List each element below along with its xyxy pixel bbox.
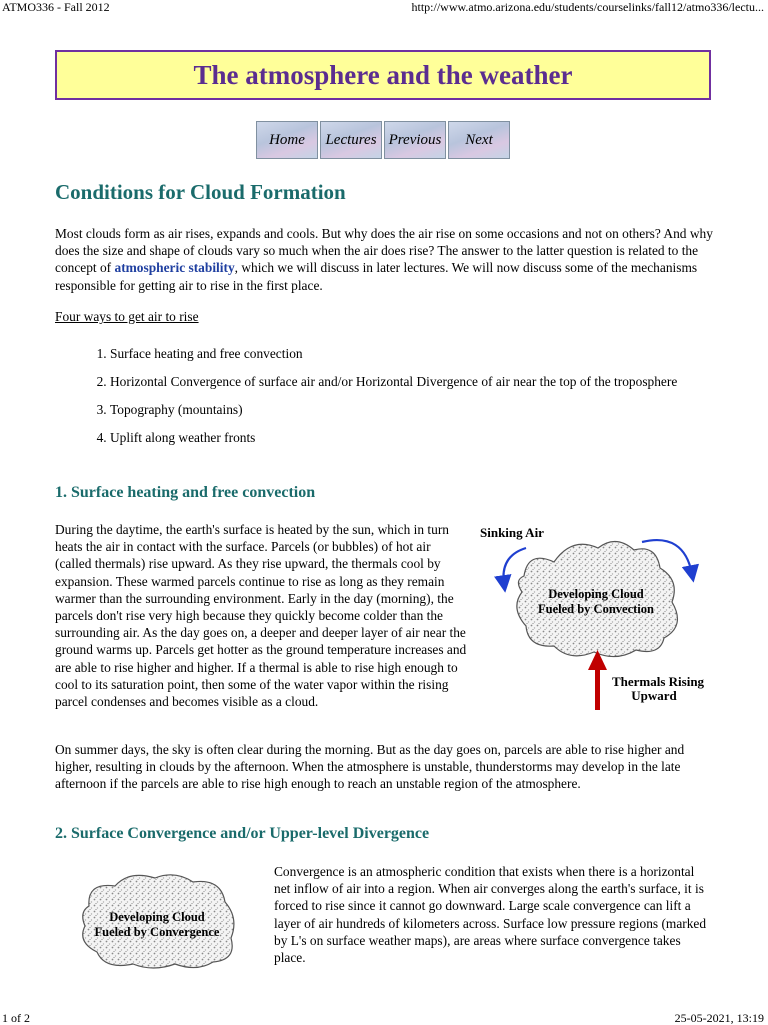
list-item: 2. Horizontal Convergence of surface air and/or Horizontal Divergence of air near the top of the troposphere: [110, 373, 720, 390]
thermals-label-line2: Upward: [631, 688, 677, 703]
cloud-label-line1: Developing Cloud: [548, 587, 644, 601]
cloud-label-line2: Fueled by Convergence: [94, 925, 220, 939]
previous-button[interactable]: Previous: [384, 121, 446, 159]
nav-bar: [256, 121, 510, 159]
next-button[interactable]: Next: [448, 121, 510, 159]
cloud-label-line1: Developing Cloud: [109, 910, 205, 924]
list-item: 4. Uplift along weather fronts: [110, 429, 720, 446]
intro-paragraph: [55, 225, 715, 294]
list-item: 1. Surface heating and free convection: [110, 345, 720, 362]
print-header-url: http://www.atmo.arizona.edu/students/courselinks/fall12/atmo336/lectu...: [411, 0, 764, 14]
ways-subheading: Four ways to get air to rise: [55, 309, 199, 324]
sinking-air-label: Sinking Air: [480, 525, 544, 540]
cloud-label-line2: Fueled by Convection: [538, 602, 654, 616]
section2-heading: 2. Surface Convergence and/or Upper-level Divergence: [55, 825, 430, 842]
page-title: Conditions for Cloud Formation: [55, 180, 346, 204]
lectures-button[interactable]: Lectures: [320, 121, 382, 159]
print-header-title: ATMO336 - Fall 2012: [2, 0, 110, 14]
section1-heading: 1. Surface heating and free convection: [55, 484, 316, 501]
thermals-label-line1: Thermals Rising: [611, 674, 705, 689]
intro-text-after: , which we will discuss in later lectures. We will now discuss some of the mechanisms responsible for getting air to rise in the first place.: [55, 260, 698, 293]
print-footer-page: 1 of 2: [2, 1011, 30, 1025]
convection-figure: [476, 522, 726, 712]
ways-list: [80, 345, 720, 457]
site-banner: [55, 50, 711, 100]
atmospheric-stability-link[interactable]: atmospheric stability: [114, 260, 235, 276]
home-button[interactable]: Home: [256, 121, 318, 159]
thermal-arrow-shaft: [595, 668, 600, 710]
print-footer-date: 25-05-2021, 13:19: [674, 1011, 764, 1025]
section1-paragraph-2: On summer days, the sky is often clear during the morning. But as the day goes on, parcels are able to rise higher and higher, resulting in clouds by the afternoon. When the atmosphere is unstable, thunderstorms may develop in the late afternoon if the parcels are able to rise high enough to reach an unstable region of the atmosphere.: [55, 742, 685, 792]
section1-paragraph: During the daytime, the earth's surface is heated by the sun, which in turn heats the air in contact with the surface. Parcels (or bubbles) of hot air (called thermals) rise upward. As they rise upward, the thermals cool by expansion. These warmed parcels continue to rise as long as they remain warmer than the surrounding environment. Early in the day (morning), the parcels don't rise very high because they quickly become colder than the surrounding air. As the day goes on, a deeper and deeper layer of air near the ground warms up. Parcels get hotter as the ground temperature increases and are able to rise higher and higher. If a thermal is able to rise high enough to cool to its saturation point, then some of the water vapor within the rising parcel condenses and becomes visible as a cloud.: [55, 522, 467, 710]
list-item: 3. Topography (mountains): [110, 401, 720, 418]
section2-paragraph: Convergence is an atmospheric condition that exists when there is a horizontal net inflow of air into a region. When air converges along the earth's surface, it is forced to rise since it cannot go downward. Large scale convergence can lift a layer of air hundreds of kilometers across. Surface low pressure regions (marked by L's on surface weather maps), are areas where surface convergence takes place.: [274, 864, 707, 966]
intro-text-before: Most clouds form as air rises, expands and cools. But why does the air rise on some occasions and not on others? And why does the size and shape of clouds vary so much when the air does rise? The answer to the latter question is related to the concept of: [55, 226, 713, 276]
banner-title: The atmosphere and the weather: [193, 59, 573, 90]
convergence-figure: [75, 868, 240, 973]
